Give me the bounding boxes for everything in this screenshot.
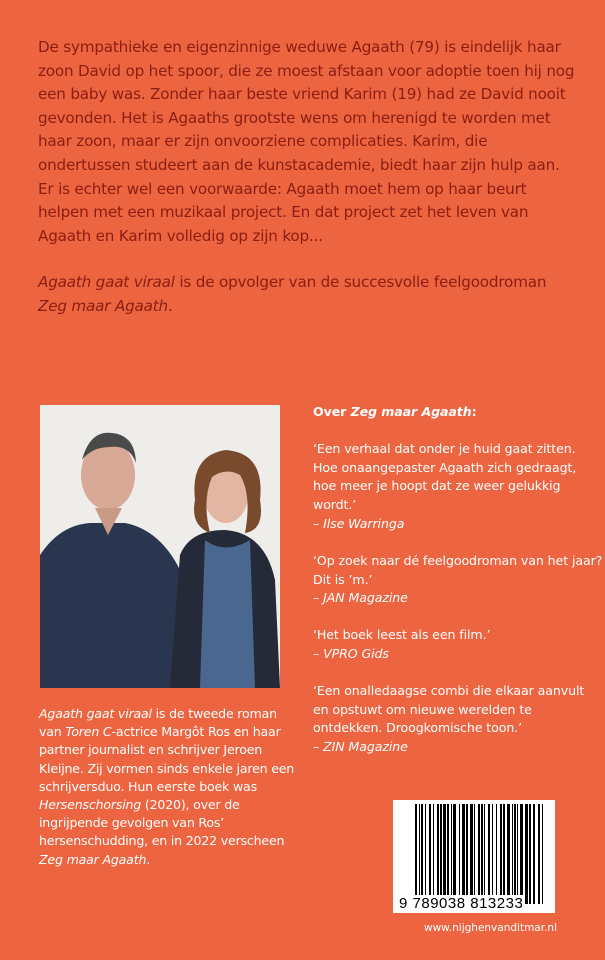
barcode-bar — [517, 804, 518, 904]
bio-text: -actrice Margôt Ros en haar partner journalist en schrijver Jeroen Kleijne. Zij vormen sinds enkele jaren een schrijversduo. Hun eerste boek was — [39, 724, 295, 794]
book-title: Agaath gaat viraal — [39, 706, 152, 721]
bio-text: is de tweede roman van — [39, 706, 277, 740]
heading-title: Zeg maar Agaath — [350, 404, 472, 419]
quote-source: – VPRO Gids — [313, 645, 389, 661]
quote — [313, 552, 603, 608]
barcode-bar — [533, 804, 535, 904]
publisher-url: www.nijghenvanditmar.nl — [424, 922, 557, 934]
series-title: Toren C — [65, 724, 112, 740]
heading-prefix: Over — [313, 404, 351, 419]
heading-suffix: : — [471, 404, 477, 419]
blurb-paragraph: De sympathieke en eigenzinnige weduwe Agaath (79) is eindelijk haar zoon David op het spoor, die ze moest afstaan voor adoptie toen hij nog een baby was. Zonder haar beste vriend Karim (19) had ze David nooit gevonden. Het is Agaaths grootste wens om herenigd te worden met haar zoon, maar er zijn onvoorziene complicaties. Karim, die ondertussen studeert aan de kunstacademie, biedt haar zijn hulp aan. Er is echter wel een voorwaarde: Agaath moet hem op haar beurt helpen met een muzikaal project. En dat project zet het leven van Agaath en Karim volledig op zijn kop... — [38, 38, 575, 245]
barcode-bar — [425, 804, 426, 904]
sequel-note — [38, 271, 578, 318]
barcode-bar — [453, 804, 456, 904]
barcode-bar — [440, 804, 442, 904]
barcode-bar — [470, 804, 473, 904]
barcode-bar — [419, 804, 420, 904]
first-book-title: Hersenschorsing — [39, 797, 142, 813]
barcode-bar — [433, 804, 434, 904]
previous-book-title: Zeg maar Agaath — [39, 851, 147, 867]
previous-book-title: Zeg maar Agaath — [38, 296, 168, 315]
quote — [313, 682, 603, 757]
barcode-bar — [507, 804, 510, 904]
barcode-bar — [415, 804, 417, 904]
barcode-bar — [478, 804, 480, 904]
sequel-text: is de opvolger van de succesvolle feelgoodroman — [174, 273, 547, 292]
barcode-bar — [451, 804, 452, 904]
quote-text: ‘Een verhaal dat onder je huid gaat zitten. Hoe onaangepaster Agaath zich gedraagt, hoe meer je hoopt dat ze weer gelukkig wordt.’ — [313, 440, 577, 513]
barcode-bar — [520, 804, 523, 904]
quote-text: ‘Het boek leest als een film.’ — [313, 627, 491, 643]
barcode-bar — [542, 804, 543, 904]
quote-source: – JAN Magazine — [313, 590, 408, 606]
quote — [313, 440, 603, 534]
bio-text: (2020), over de ingrijpende gevolgen van Ros’ hersenschudding, en in 2022 verscheen — [39, 797, 285, 849]
author-photo — [40, 405, 280, 688]
barcode-bar — [459, 804, 460, 904]
quote-source: – Ilse Warringa — [313, 515, 405, 531]
quote-text: ‘Op zoek naar dé feelgoodroman van het jaar? Dit is ’m.’ — [313, 552, 603, 587]
barcode-bar — [466, 804, 468, 904]
barcode-bar — [421, 804, 423, 904]
barcode-bar — [474, 804, 475, 904]
barcode-bar — [529, 804, 531, 904]
isbn-number: 9 789038 813233 — [399, 895, 524, 912]
barcode-bar — [488, 804, 490, 904]
barcode-bar — [429, 804, 431, 904]
barcode-bar — [484, 804, 485, 904]
barcode-bar — [514, 804, 516, 904]
book-title: Agaath gaat viraal — [38, 273, 175, 292]
blurb — [38, 36, 578, 319]
barcode-bar — [447, 804, 449, 904]
quotes-heading — [313, 403, 603, 422]
period: . — [146, 851, 151, 867]
barcode-bar — [538, 804, 540, 904]
barcode-bar — [492, 804, 493, 904]
quote — [313, 626, 603, 664]
quote-source: – ZIN Magazine — [313, 739, 408, 755]
barcode-bar — [443, 804, 446, 904]
period: . — [167, 296, 173, 315]
barcode-bar — [462, 804, 465, 904]
barcode-bar — [503, 804, 505, 904]
isbn-barcode — [393, 800, 555, 913]
author-bio — [39, 705, 301, 869]
barcode-bar — [500, 804, 502, 904]
barcode-bar — [512, 804, 513, 904]
review-quotes — [313, 403, 603, 775]
barcode-bar — [437, 804, 439, 904]
barcode-bar — [481, 804, 483, 904]
barcode-bar — [525, 804, 528, 904]
barcode-bar — [496, 804, 497, 904]
quote-text: ‘Een onalledaagse combi die elkaar aanvult en opstuwt om nieuwe werelden te ontdekken. Droogkomische toon.’ — [313, 682, 585, 736]
